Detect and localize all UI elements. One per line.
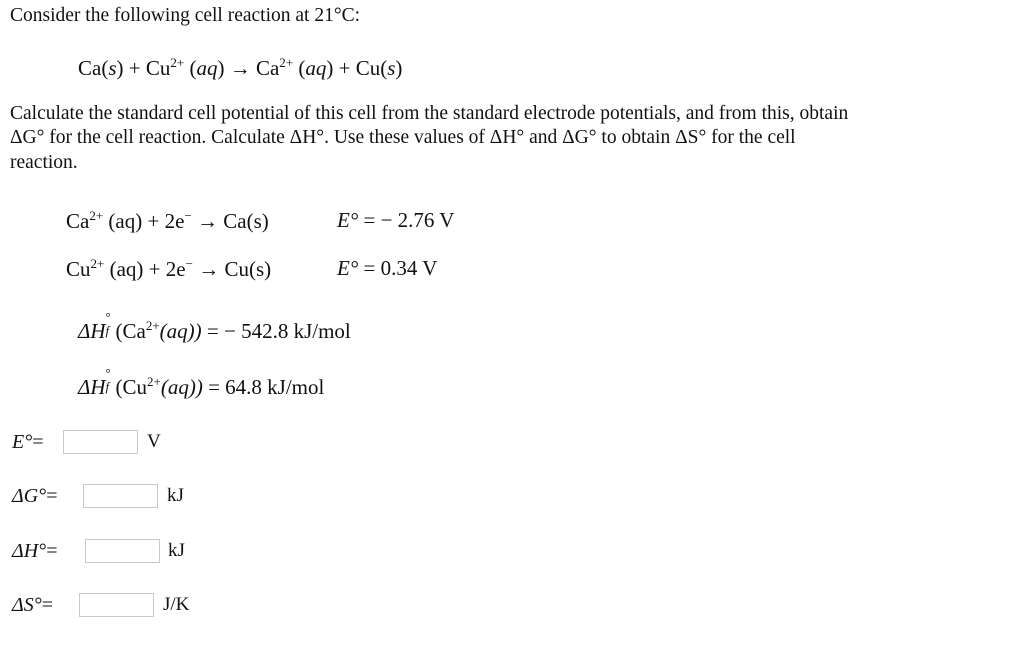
enthalpy-species: (Cu [115, 375, 147, 399]
potential-label: E° [337, 256, 359, 280]
enthalpy-state: (aq)) [159, 319, 202, 343]
unit-j-per-k: J/K [163, 594, 190, 615]
enthalpy-symbol: ΔH [78, 319, 106, 343]
answer-equals: = [32, 430, 44, 453]
question-intro: Consider the following cell reaction at 21°C: [10, 5, 361, 26]
reaction-plus: + [123, 56, 146, 80]
half-reaction-left: (aq) + 2e [103, 209, 185, 233]
unit-volts: V [147, 431, 161, 452]
reaction-plus: + [333, 56, 356, 80]
half-reaction-product: Cu(s) [224, 257, 272, 281]
answer-row-ds [12, 591, 53, 619]
gibbs-energy-input[interactable] [83, 484, 158, 508]
enthalpy-charge: 2+ [145, 318, 160, 333]
answer-label-e: E° [12, 430, 33, 453]
half-reaction-charge: 2+ [90, 256, 105, 271]
enthalpy-value: = 64.8 kJ/mol [202, 375, 325, 399]
reaction-paren: ) [116, 56, 124, 80]
enthalpy-subscript: f [105, 323, 110, 338]
half-reaction-species: Cu [66, 257, 91, 281]
reaction-reactant1: Ca( [78, 56, 109, 80]
enthalpy-cu [78, 365, 325, 400]
answer-row-dh [12, 537, 57, 565]
enthalpy-symbol: ΔH [78, 375, 106, 399]
reaction-paren: ( [293, 56, 306, 80]
instructions-line-3: reaction. [10, 152, 78, 173]
entropy-input[interactable] [79, 593, 154, 617]
reaction-reactant2: Cu [145, 56, 171, 80]
half-reaction-species: Ca [66, 209, 90, 233]
reaction-state: aq [196, 56, 218, 80]
enthalpy-ca [78, 309, 351, 344]
reaction-arrow: → [224, 56, 256, 80]
enthalpy-species: (Ca [115, 319, 146, 343]
reaction-paren: ( [184, 56, 197, 80]
instructions-line-1: Calculate the standard cell potential of this cell from the standard electrode potentials, and from this, obtain [10, 103, 849, 124]
answer-row-dg [12, 482, 57, 510]
reaction-paren: ) [326, 56, 334, 80]
reaction-state: s [108, 56, 117, 80]
potential-label: E° [337, 208, 359, 232]
enthalpy-state: (aq)) [160, 375, 203, 399]
enthalpy-degree: ° [105, 309, 111, 324]
cell-potential-input[interactable] [63, 430, 138, 454]
half-reaction-left: (aq) + 2e [104, 257, 186, 281]
answer-label-ds: ΔS° [12, 593, 42, 616]
reaction-charge: 2+ [279, 55, 294, 70]
half-reaction-cu [66, 256, 271, 282]
half-reaction-arrow: → [192, 257, 225, 281]
unit-kj: kJ [168, 540, 185, 561]
half-reaction-product: Ca(s) [223, 209, 269, 233]
answer-label-dh: ΔH° [12, 539, 47, 562]
half-reaction-charge: 2+ [89, 208, 104, 223]
instructions-line-2: ΔG° for the cell reaction. Calculate ΔH°. Use these values of ΔH° and ΔG° to obtain ΔS° for the cell [10, 127, 796, 148]
half-reaction-ca [66, 208, 269, 234]
reaction-state: aq [305, 56, 327, 80]
reaction-paren: ) [217, 56, 225, 80]
half-reaction-ca-potential [337, 208, 454, 233]
enthalpy-subsup [105, 365, 116, 400]
reaction-state: s [387, 56, 396, 80]
electron-charge: − [185, 256, 193, 271]
enthalpy-input[interactable] [85, 539, 160, 563]
enthalpy-subscript: f [105, 379, 110, 394]
electron-charge: − [184, 208, 192, 223]
enthalpy-charge: 2+ [147, 374, 161, 389]
unit-kj: kJ [167, 485, 184, 506]
reaction-product1: Ca [255, 56, 280, 80]
answer-row-e [12, 428, 44, 456]
reaction-charge: 2+ [170, 55, 185, 70]
potential-value: = − 2.76 V [358, 208, 455, 232]
answer-equals: = [46, 539, 58, 562]
half-reaction-arrow: → [191, 209, 224, 233]
answer-label-dg: ΔG° [12, 484, 47, 507]
enthalpy-value: = − 542.8 kJ/mol [201, 319, 351, 343]
answer-equals: = [46, 484, 58, 507]
reaction-product2: Cu( [355, 56, 388, 80]
enthalpy-degree: ° [105, 365, 111, 380]
half-reaction-cu-potential [337, 256, 437, 281]
enthalpy-subsup [105, 309, 116, 344]
cell-reaction [78, 55, 402, 81]
answer-equals: = [41, 593, 54, 616]
reaction-paren: ) [395, 56, 403, 80]
potential-value: = 0.34 V [358, 256, 438, 280]
